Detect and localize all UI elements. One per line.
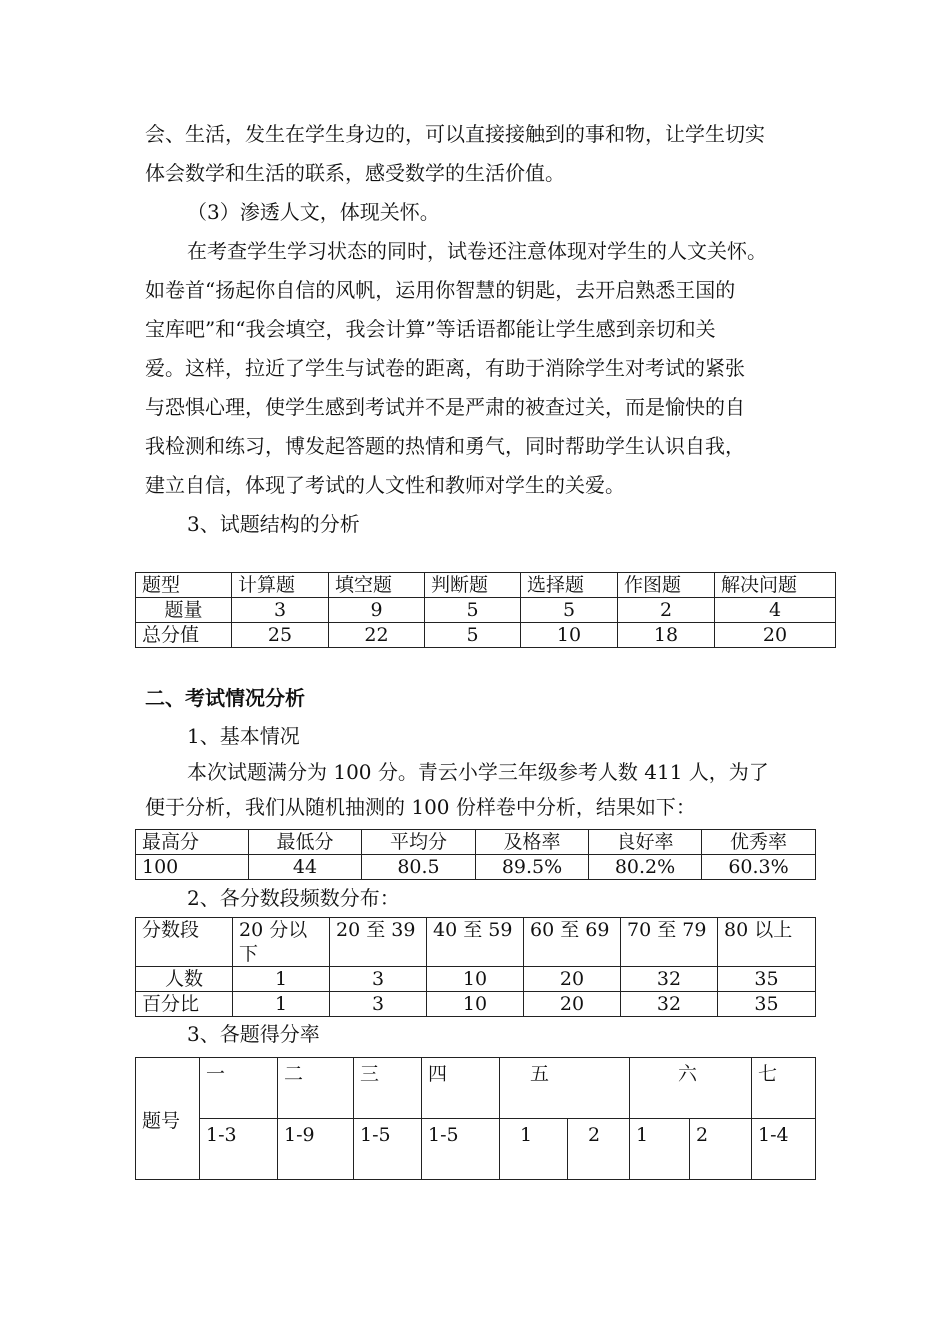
table-cell: 2	[690, 1119, 752, 1180]
table-cell: 1-9	[278, 1119, 354, 1180]
table-cell: 四	[422, 1058, 500, 1119]
table-cell: 32	[621, 967, 718, 992]
table-cell: 五	[500, 1058, 630, 1119]
table-cell: 10	[427, 992, 524, 1017]
table-header-row	[136, 1058, 816, 1119]
table-cell: 三	[354, 1058, 422, 1119]
table-cell: 80.5	[362, 855, 476, 880]
table-cell: 平均分	[362, 830, 476, 855]
table-cell: 最高分	[136, 830, 249, 855]
table-cell: 20	[715, 623, 836, 648]
table-cell: 1	[233, 992, 330, 1017]
table-cell: 1	[630, 1119, 690, 1180]
table-cell: 1-4	[752, 1119, 816, 1180]
table-cell: 70 至 79	[621, 918, 718, 967]
table-cell: 2	[568, 1119, 630, 1180]
paragraph-line: 在考查学生学习状态的同时，试卷还注意体现对学生的人文关怀。	[187, 239, 767, 263]
table-cell: 80 以上	[718, 918, 816, 967]
subheading: 3、试题结构的分析	[187, 512, 360, 536]
table-cell: 一	[200, 1058, 278, 1119]
table-cell: 20 分以下	[233, 918, 330, 967]
table-cell: 最低分	[249, 830, 362, 855]
subheading: 2、各分数段频数分布：	[187, 886, 400, 910]
paragraph-line: 我检测和练习，博发起答题的热情和勇气，同时帮助学生认识自我，	[145, 434, 745, 458]
table-cell: 1	[500, 1119, 568, 1180]
table-row	[136, 598, 836, 623]
table-row	[136, 623, 836, 648]
table-cell: 3	[232, 598, 329, 623]
subheading: 1、基本情况	[187, 724, 300, 748]
structure-table	[135, 572, 836, 648]
table-cell: 填空题	[329, 573, 425, 598]
table-cell: 作图题	[618, 573, 715, 598]
table-cell: 七	[752, 1058, 816, 1119]
table-cell: 5	[425, 598, 521, 623]
table-cell: 20	[524, 992, 621, 1017]
table-cell: 百分比	[136, 992, 233, 1017]
table-cell: 人数	[136, 967, 233, 992]
table-header-row	[136, 830, 816, 855]
table-cell: 2	[618, 598, 715, 623]
table-cell: 二	[278, 1058, 354, 1119]
frequency-table	[135, 917, 816, 1017]
table-cell: 80.2%	[589, 855, 702, 880]
table-cell: 10	[521, 623, 618, 648]
table-cell: 5	[521, 598, 618, 623]
table-cell: 题型	[136, 573, 232, 598]
table-header-row	[136, 918, 816, 967]
table-cell: 计算题	[232, 573, 329, 598]
table-cell: 89.5%	[476, 855, 589, 880]
table-header-row	[136, 573, 836, 598]
table-cell: 及格率	[476, 830, 589, 855]
table-row	[136, 992, 816, 1017]
table-row	[136, 855, 816, 880]
table-cell: 分数段	[136, 918, 233, 967]
paragraph-line: 如卷首“扬起你自信的风帆，运用你智慧的钥匙，去开启熟悉王国的	[145, 278, 736, 302]
paragraph-line: 会、生活，发生在学生身边的，可以直接接触到的事和物，让学生切实	[145, 122, 765, 146]
table-row	[136, 967, 816, 992]
table-cell: 60.3%	[702, 855, 816, 880]
paragraph-line: 便于分析，我们从随机抽测的 100 份样卷中分析，结果如下：	[145, 795, 696, 819]
subheading: （3）渗透人文，体现关怀。	[187, 200, 440, 224]
table-row	[136, 1119, 816, 1180]
paragraph-line: 爱。这样，拉近了学生与试卷的距离，有助于消除学生对考试的紧张	[145, 356, 745, 380]
table-cell: 六	[630, 1058, 752, 1119]
table-cell: 18	[618, 623, 715, 648]
table-cell: 良好率	[589, 830, 702, 855]
table-cell: 22	[329, 623, 425, 648]
table-cell: 60 至 69	[524, 918, 621, 967]
table-cell: 5	[425, 623, 521, 648]
table-cell: 题量	[136, 598, 232, 623]
table-cell: 35	[718, 967, 816, 992]
table-cell: 9	[329, 598, 425, 623]
table-cell: 25	[232, 623, 329, 648]
table-cell: 1	[233, 967, 330, 992]
table-cell: 100	[136, 855, 249, 880]
table-cell: 解决问题	[715, 573, 836, 598]
table-cell: 1-5	[422, 1119, 500, 1180]
paragraph-line: 与恐惧心理，使学生感到考试并不是严肃的被查过关，而是愉快的自	[145, 395, 745, 419]
table-cell: 20	[524, 967, 621, 992]
table-cell: 优秀率	[702, 830, 816, 855]
table-cell: 3	[330, 967, 427, 992]
table-cell: 40 至 59	[427, 918, 524, 967]
table-cell: 10	[427, 967, 524, 992]
table-cell: 4	[715, 598, 836, 623]
paragraph-line: 建立自信，体现了考试的人文性和教师对学生的关爱。	[145, 473, 625, 497]
table-cell: 选择题	[521, 573, 618, 598]
table-cell: 35	[718, 992, 816, 1017]
table-cell: 44	[249, 855, 362, 880]
basic-stats-table	[135, 829, 816, 880]
table-cell: 总分值	[136, 623, 232, 648]
table-cell: 1-5	[354, 1119, 422, 1180]
table-cell: 题号	[136, 1058, 200, 1180]
question-rate-table	[135, 1057, 816, 1180]
subheading: 3、各题得分率	[187, 1022, 320, 1046]
table-cell: 3	[330, 992, 427, 1017]
paragraph-line: 体会数学和生活的联系，感受数学的生活价值。	[145, 161, 565, 185]
table-cell: 判断题	[425, 573, 521, 598]
table-cell: 20 至 39	[330, 918, 427, 967]
table-cell: 1-3	[200, 1119, 278, 1180]
section-heading: 二、考试情况分析	[145, 686, 305, 710]
paragraph-line: 本次试题满分为 100 分。青云小学三年级参考人数 411 人，为了	[187, 760, 769, 784]
table-cell: 32	[621, 992, 718, 1017]
paragraph-line: 宝库吧”和“我会填空，我会计算”等话语都能让学生感到亲切和关	[145, 317, 716, 341]
